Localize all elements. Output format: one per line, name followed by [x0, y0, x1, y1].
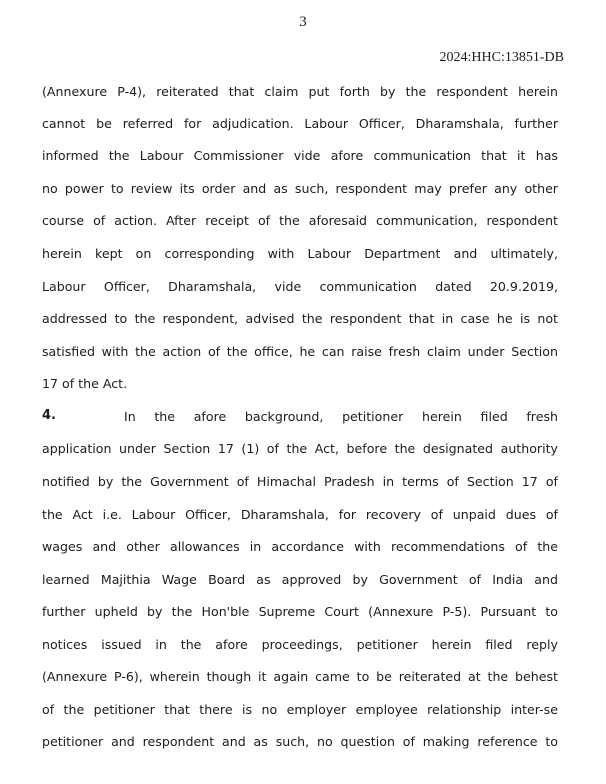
text-line: (Annexure P-6), wherein though it again came to be reiterated at the behest	[42, 669, 558, 684]
text-line: application under Section 17 (1) of the Act, before the designated authority	[42, 441, 558, 456]
text-line: 17 of the Act.	[42, 376, 128, 391]
text-line: In the afore background, petitioner herein filed fresh	[124, 409, 558, 424]
page-number: 3	[299, 14, 307, 30]
text-line: notices issued in the afore proceedings, petitioner herein filed reply	[42, 637, 558, 652]
text-line: cannot be referred for adjudication. Labour Officer, Dharamshala, further	[42, 116, 558, 131]
text-line: learned Majithia Wage Board as approved by Government of India and	[42, 572, 558, 587]
text-line: the Act i.e. Labour Officer, Dharamshala, for recovery of unpaid dues of	[42, 507, 558, 522]
text-line: wages and other allowances in accordance with recommendations of the	[42, 539, 558, 554]
text-line: of the petitioner that there is no employer employee relationship inter-se	[42, 702, 558, 717]
text-line: Labour Officer, Dharamshala, vide communication dated 20.9.2019,	[42, 279, 558, 294]
text-line: herein kept on corresponding with Labour Department and ultimately,	[42, 246, 558, 261]
text-line: course of action. After receipt of the aforesaid communication, respondent	[42, 213, 558, 228]
neutral-citation: 2024:HHC:13851-DB	[439, 50, 564, 65]
text-line: (Annexure P-4), reiterated that claim put forth by the respondent herein	[42, 84, 558, 99]
text-line: petitioner and respondent and as such, no question of making reference to	[42, 734, 558, 749]
text-line: further upheld by the Hon'ble Supreme Court (Annexure P-5). Pursuant to	[42, 604, 558, 619]
text-line: satisfied with the action of the office, he can raise fresh claim under Section	[42, 344, 558, 359]
paragraph-number: 4.	[42, 408, 56, 423]
text-line: informed the Labour Commissioner vide afore communication that it has	[42, 148, 558, 163]
text-line: addressed to the respondent, advised the respondent that in case he is not	[42, 311, 558, 326]
text-line: no power to review its order and as such, respondent may prefer any other	[42, 181, 558, 196]
text-line: notified by the Government of Himachal Pradesh in terms of Section 17 of	[42, 474, 558, 489]
